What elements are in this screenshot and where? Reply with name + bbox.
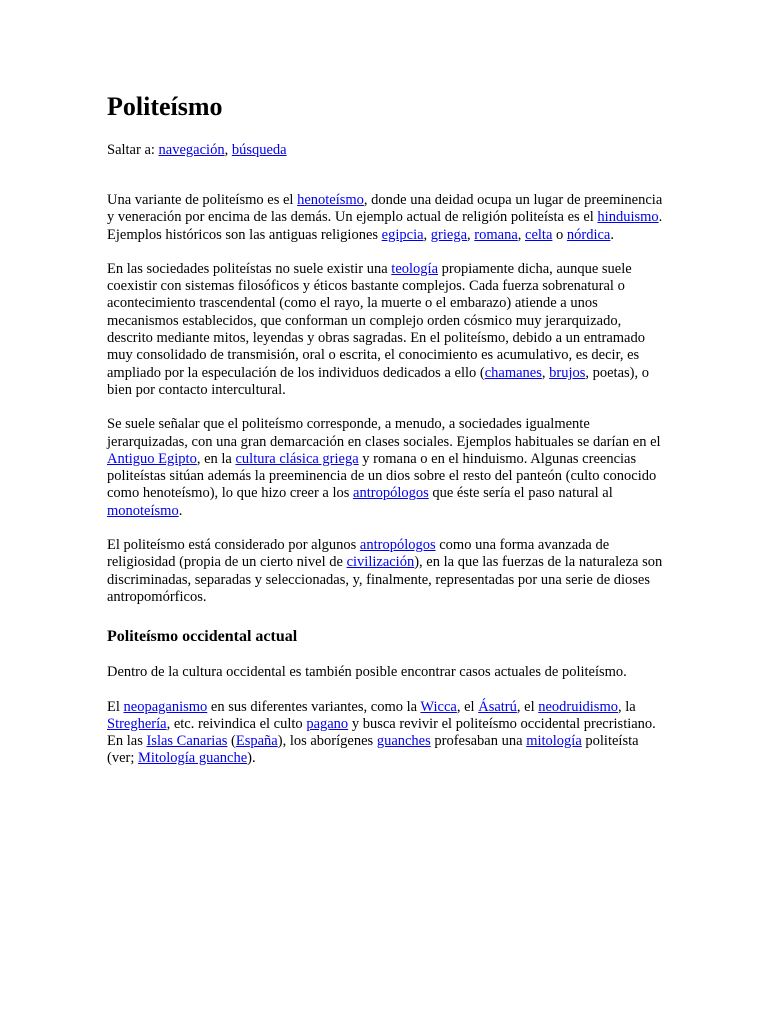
jump-separator: , — [224, 142, 232, 158]
inline-link[interactable]: Wicca — [420, 698, 457, 715]
paragraph-text: , — [517, 226, 526, 243]
paragraph-text: ( — [227, 733, 236, 750]
paragraph-text: y romana o en el hinduismo. Algunas creencias politeístas sitúan además la preeminencia de un dios sobre el resto del panteón (culto conocido como henoteísmo), lo que hizo creer a los — [107, 450, 657, 502]
paragraph-text: En las sociedades politeístas no suele existir una — [107, 260, 392, 277]
paragraph-text: El politeísmo está considerado por algunos — [107, 537, 360, 554]
paragraph-text: . — [610, 226, 614, 243]
paragraph-5 — [107, 664, 667, 681]
paragraph-text: . — [178, 502, 183, 519]
inline-link[interactable]: guanches — [376, 733, 431, 750]
inline-link[interactable]: antropólogos — [353, 485, 429, 502]
paragraph-text: ). — [247, 750, 256, 767]
paragraph-text: , etc. reivindica el culto — [166, 715, 307, 732]
inline-link[interactable]: antropólogos — [359, 537, 436, 554]
paragraph-text: , — [467, 226, 475, 243]
search-link[interactable]: búsqueda — [231, 142, 287, 158]
paragraph-text: ), en la que las fuerzas de la naturaleza son discriminadas, separadas y seleccionadas, y, finalmente, representadas por una serie de dioses antropomórficos. — [107, 554, 663, 605]
inline-link[interactable]: griega — [430, 226, 468, 243]
navigation-link[interactable]: navegación — [158, 142, 225, 158]
inline-link[interactable]: monoteísmo — [107, 502, 179, 519]
paragraph-text: Se suele señalar que el politeísmo corresponde, a menudo, a sociedades igualmente jerarquizadas, con una gran demarcación en clases sociales. Ejemplos habituales se darían en el — [107, 416, 661, 450]
paragraph-text: , — [541, 364, 550, 381]
inline-link[interactable]: romana — [474, 226, 518, 243]
inline-link[interactable]: Mitología guanche — [138, 750, 248, 767]
inline-link[interactable]: henoteísmo — [297, 192, 364, 208]
paragraph-text: politeísta (ver; — [107, 733, 639, 767]
inline-link[interactable]: Islas Canarias — [146, 733, 228, 750]
paragraph-text: o — [552, 226, 567, 243]
inline-link[interactable]: celta — [525, 226, 553, 243]
inline-link[interactable]: civilización — [346, 554, 415, 571]
paragraph-3 — [107, 416, 667, 520]
paragraph-2 — [107, 261, 667, 399]
inline-link[interactable]: mitología — [526, 733, 582, 750]
inline-link[interactable]: Streghería — [107, 715, 167, 732]
inline-link[interactable]: cultura clásica griega — [235, 450, 359, 467]
paragraph-4 — [107, 537, 667, 606]
inline-link[interactable]: Ásatrú — [478, 698, 517, 715]
inline-link[interactable]: nórdica — [566, 226, 611, 243]
paragraph-text: , el — [456, 698, 479, 715]
paragraph-text: en sus diferentes variantes, como la — [207, 698, 421, 715]
paragraph-text: y busca revivir el politeísmo occidental precristiano. En las — [107, 715, 656, 750]
inline-link[interactable]: teología — [391, 260, 439, 277]
paragraph-text: ), los aborígenes — [277, 733, 377, 750]
paragraph-text: , donde una deidad ocupa un lugar de preeminencia y veneración por encima de las demás. Un ejemplo actual de religión politeísta es el — [107, 192, 663, 226]
paragraph-text: profesaban una — [430, 733, 527, 750]
page-title: Politeísmo — [107, 92, 223, 121]
paragraph-6 — [107, 699, 667, 768]
inline-link[interactable]: España — [235, 733, 278, 750]
paragraph-text: , la — [617, 698, 636, 715]
paragraph-text: , poetas), o bien por contacto intercultural. — [107, 364, 649, 398]
paragraph-text: , — [423, 226, 431, 243]
paragraph-text: propiamente dicha, aunque suele coexistir con sistemas filosóficos y éticos bastante complejos. Cada fuerza sobrenatural o acontecimiento trascendental (como el rayo, la muerte o el embarazo) atiende a unos mecanismos establecidos, que conforman un complejo orden cósmico muy jerarquizado, descrito mediante mitos, leyendas y obras sagradas. En el politeísmo, debido a un entramado muy consolidado de transmisión, oral o escrita, el conocimiento es acumulativo, es decir, es ampliado por la especulación de los individuos dedicados a ello ( — [107, 260, 645, 381]
paragraph-text: Dentro de la cultura occidental es también posible encontrar casos actuales de politeísmo. — [107, 664, 627, 681]
inline-link[interactable]: neopaganismo — [123, 698, 208, 715]
inline-link[interactable]: hinduismo — [597, 209, 659, 226]
section-heading: Politeísmo occidental actual — [107, 628, 298, 646]
paragraph-text: que éste sería el paso natural al — [428, 485, 613, 502]
paragraph-text: , el — [516, 698, 539, 715]
inline-link[interactable]: chamanes — [484, 364, 542, 381]
inline-link[interactable]: Antiguo Egipto — [107, 450, 197, 467]
paragraph-text: como una forma avanzada de religiosidad (propia de un cierto nivel de — [107, 537, 610, 571]
inline-link[interactable]: brujos — [549, 364, 586, 381]
jump-to-links — [107, 141, 667, 159]
article-content — [107, 90, 667, 768]
paragraph-1 — [107, 192, 667, 244]
paragraph-text: El — [107, 698, 124, 715]
paragraph-text: , en la — [196, 450, 236, 467]
inline-link[interactable]: pagano — [306, 715, 349, 732]
paragraph-text: Una variante de politeísmo es el — [107, 192, 298, 208]
inline-link[interactable]: neodruidismo — [538, 698, 618, 715]
inline-link[interactable]: egipcia — [381, 226, 424, 243]
jump-prefix: Saltar a: — [107, 142, 159, 158]
paragraph-text: . Ejemplos históricos son las antiguas religiones — [107, 209, 663, 243]
